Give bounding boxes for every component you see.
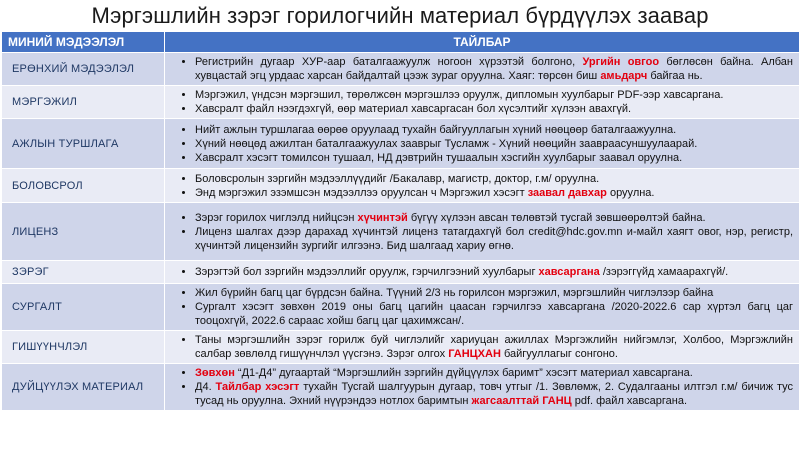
table-row	[2, 284, 800, 331]
table-row	[2, 169, 800, 203]
row-description	[165, 331, 800, 364]
row-description	[165, 203, 800, 261]
bullet-item: • Регистрийн дугаар ХУР-аар баталгаажуулж ногоон хүрээтэй болгоно, Ургийн овгоо бөглөсөн байна. Албан хувцастай эгц урдаас харсан байдалтай цээж зураг оруулна. Хаяг: төрсөн биш амьдарч байгаа нь.	[195, 55, 793, 83]
bullet-list	[165, 333, 793, 361]
row-description	[165, 86, 800, 119]
row-label: ЗЭРЭГ	[2, 261, 165, 284]
table-row	[2, 86, 800, 119]
bullet-item: • Хавсралт хэсэгт томилсон тушаал, НД дэвтрийн тушаалын хэсгийн хуулбарыг заавал оруулна.	[195, 151, 793, 165]
row-description	[165, 364, 800, 411]
bullet-list	[165, 55, 793, 83]
bullet-list	[165, 172, 793, 200]
row-description	[165, 261, 800, 284]
page-title: Мэргэшлийн зэрэг горилогчийн материал бүрдүүлэх заавар	[91, 3, 709, 28]
row-description	[165, 169, 800, 203]
bullet-item: • Лиценз шалгах дээр дарахад хүчинтэй лиценз татагдахгүй бол credit@hdc.gov.mn и-майл хаягт овог, нэр, регистр, хүчинтэй лицензийн зургийг илгээнэ. Бид шалгаад хариу өгнө.	[195, 225, 793, 253]
row-label: ЕРӨНХИЙ МЭДЭЭЛЭЛ	[2, 53, 165, 86]
row-label: ГИШҮҮНЧЛЭЛ	[2, 331, 165, 364]
bullet-list	[165, 286, 793, 328]
table-row	[2, 203, 800, 261]
table-row	[2, 364, 800, 411]
bullet-list	[165, 88, 793, 116]
info-table	[1, 31, 800, 411]
highlight-text: Зөвхөн	[195, 367, 235, 379]
row-label: АЖЛЫН ТУРШЛАГА	[2, 119, 165, 169]
bullet-item: • Жил бүрийн багц цаг бүрдсэн байна. Түүний 2/3 нь горилсон мэргэжил, мэргэшлийн чиглэлээр байна	[195, 286, 793, 300]
row-label: ЛИЦЕНЗ	[2, 203, 165, 261]
bullet-list	[165, 265, 793, 279]
highlight-text: хавсаргана	[538, 266, 600, 278]
bullet-item: • Хүний нөөцөд ажилтан баталгаажуулах зааврыг Тусламж - Хүний нөөцийн зааврааcуншуулаарай.	[195, 137, 793, 151]
highlight-text: заавал давхар	[527, 186, 607, 199]
highlight-text: Тайлбар хэсэгт	[215, 381, 300, 393]
bullet-item: • Мэргэжил, үндсэн мэргэшил, төрөлжсөн мэргэшлээ оруулж, дипломын хуулбарыг PDF-ээр хавсаргана.	[195, 88, 793, 102]
bullet-item: • Таны мэргэшлийн зэрэг горилж буй чиглэлийг хариуцан ажиллах Мэргэжлийн нийгэмлэг, Холбоо, Мэргэжлийн салбар зөвлөлд гишүүнчлэл үүсгэнэ. Зэрэг олгох ГАНЦХАН байгууллагыг сонгоно.	[195, 333, 793, 361]
bullet-item: • Сургалт хэсэгт зөвхөн 2019 оны багц цагийн цаасан гэрчилгээ хавсаргана /2020-2022.6 сар хүртэл багц цаг тооцохгүй, 2022.6 сараас хойш багц цаг цахимжсан/.	[195, 300, 793, 328]
table-row	[2, 53, 800, 86]
table-row	[2, 119, 800, 169]
row-label: БОЛОВСРОЛ	[2, 169, 165, 203]
highlight-text: амьдарч	[600, 70, 648, 82]
bullet-item: • Зэрэгтэй бол зэргийн мэдээллийг оруулж, гэрчилгээний хуулбарыг хавсаргана /зэрэггүйд хамаарахгүй/.	[195, 265, 793, 279]
row-description	[165, 119, 800, 169]
bullet-item: • Энд мэргэжил эзэмшсэн мэдээллээ оруулсан ч Мэргэжил хэсэгт заавал давхар оруулна.	[195, 186, 793, 200]
row-description	[165, 53, 800, 86]
row-label: ДУЙЦҮҮЛЭХ МАТЕРИАЛ	[2, 364, 165, 411]
bullet-item: • Хавсралт файл нээгдэхгүй, өөр материал хавсаргасан бол хүсэлтийг хүлээн авахгүй.	[195, 102, 793, 116]
bullet-item: • Зөвхөн “Д1-Д4” дугаартай “Мэргэшлийн зэргийн дүйцүүлэх баримт” хэсэгт материал хавсаргана.	[195, 366, 793, 380]
column-header-description: ТАЙЛБАР	[165, 32, 800, 53]
table-row	[2, 261, 800, 284]
highlight-text: Ургийн овгоо	[582, 56, 660, 68]
row-label: СУРГАЛТ	[2, 284, 165, 331]
row-label: МЭРГЭЖИЛ	[2, 86, 165, 119]
table-header-row	[2, 32, 800, 53]
table-row	[2, 331, 800, 364]
column-header-my-info: МИНИЙ МЭДЭЭЛЭЛ	[2, 32, 165, 53]
highlight-text: ГАНЦХАН	[448, 348, 501, 360]
row-description	[165, 284, 800, 331]
bullet-item: • Зэрэг горилох чиглэлд нийцсэн хүчинтэй бүгүү хүлээн авсан төлөвтэй тусгай зөвшөөрөлтэй байна.	[195, 211, 793, 225]
highlight-text: хүчинтэй	[357, 211, 408, 224]
bullet-item: • Д4. Тайлбар хэсэгт тухайн Тусгай шалгуурын дугаар, товч утгыг /1. Зөвлөмж, 2. Судалгааны илтгэл г.м/ бичиж тус тусад нь оруулна. Эхний нүүрэндээ нотлох баримтын жагсаалттай ГАНЦ pdf. файл хавсаргана.	[195, 380, 793, 408]
bullet-item: • Боловсролын зэргийн мэдээллүүдийг /Бакалавр, магистр, доктор, г.м/ оруулна.	[195, 172, 793, 186]
bullet-list	[165, 123, 793, 165]
bullet-list	[165, 211, 793, 253]
bullet-item: • Нийт ажлын туршлагаа өөрөө оруулаад тухайн байгууллагын хүний нөөцөөр баталгаажуулна.	[195, 123, 793, 137]
highlight-text: жагсаалттай ГАНЦ	[471, 395, 572, 407]
bullet-list	[165, 366, 793, 408]
